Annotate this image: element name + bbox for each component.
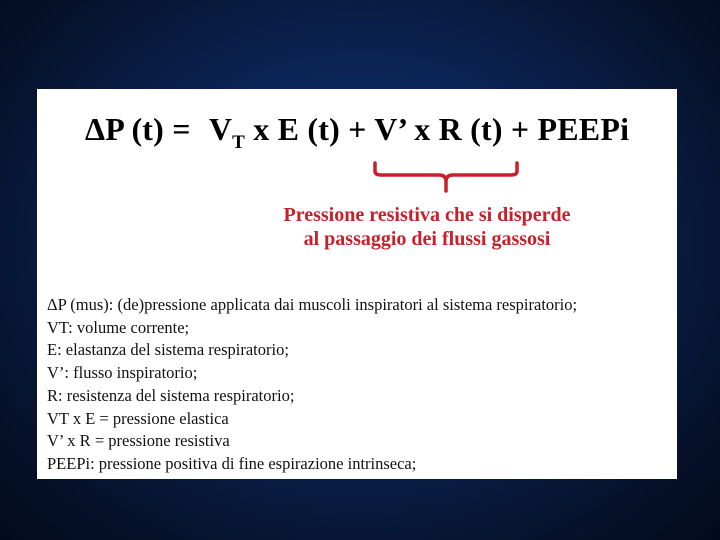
legend-item: R: resistenza del sistema respiratorio;: [47, 385, 295, 405]
equation: [85, 111, 629, 154]
legend-item: V’ x R = pressione resistiva: [47, 431, 230, 451]
equation-lhs: ΔP (t) =: [85, 111, 191, 147]
note-line-1: Pressione resistiva che si disperde: [283, 204, 571, 226]
content-panel: [37, 89, 677, 479]
underbrace-icon: [371, 159, 521, 195]
legend-item: VT x E = pressione elastica: [47, 408, 229, 428]
tidal-volume-letter: V: [208, 111, 233, 147]
symbol-legend: [47, 294, 672, 476]
resistive-pressure-note: [257, 203, 597, 251]
tidal-volume-subscript: T: [232, 132, 246, 153]
note-line-2: al passaggio dei flussi gassosi: [303, 228, 551, 250]
legend-item: V’: flusso inspiratorio;: [47, 363, 198, 383]
tidal-volume-symbol: [208, 111, 246, 153]
legend-item: ΔP (mus): (de)pressione applicata dai muscoli inspiratori al sistema respiratorio;: [47, 295, 578, 314]
legend-item: PEEPi: pressione positiva di fine espirazione intrinseca;: [47, 453, 417, 473]
legend-item: E: elastanza del sistema respiratorio;: [47, 340, 289, 360]
equation-rhs: x E (t) + V’ x R (t) + PEEPi: [253, 111, 630, 147]
legend-item: VT: volume corrente;: [47, 317, 190, 337]
